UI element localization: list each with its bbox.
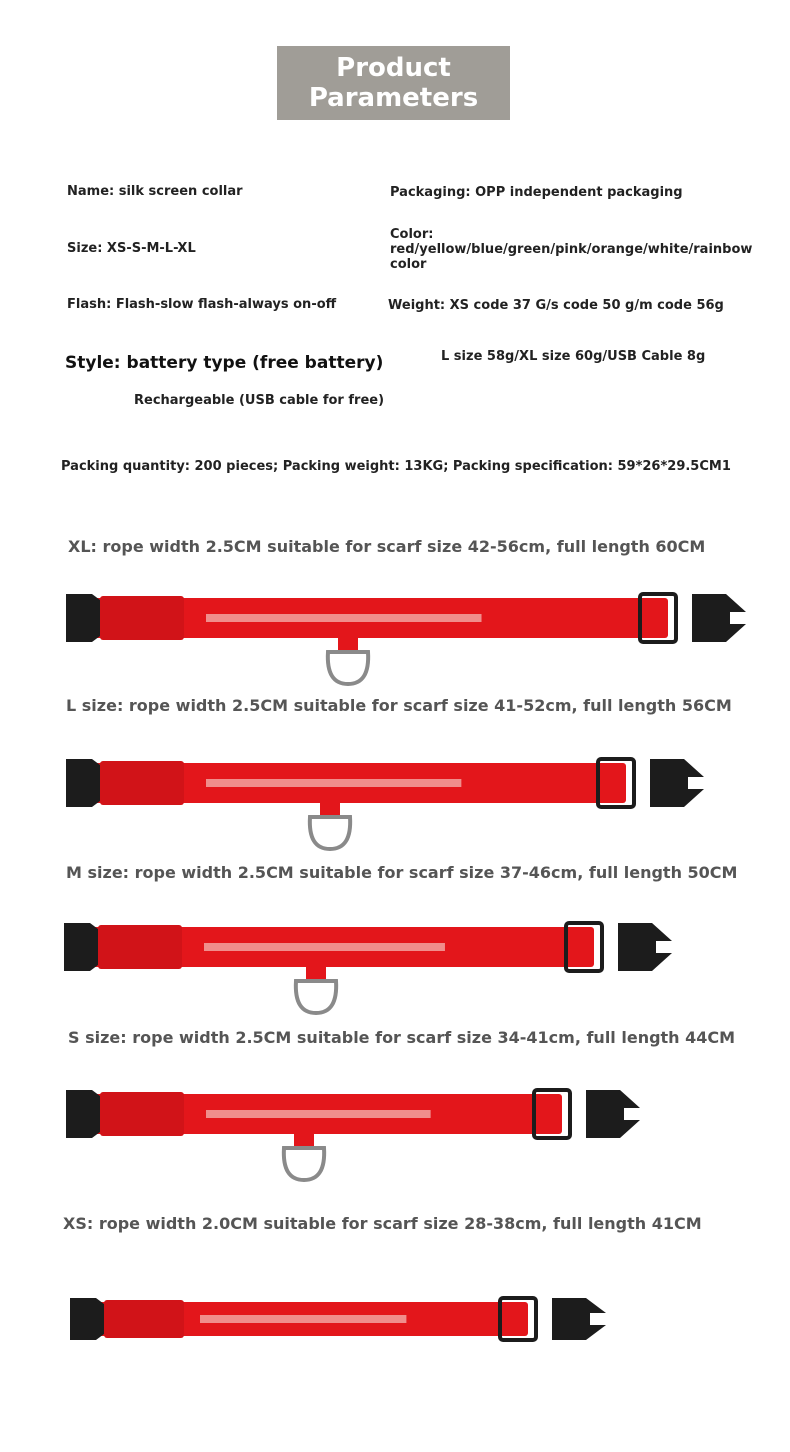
- param-style: Style: battery type (free battery): [65, 353, 384, 373]
- buckle-right: [552, 1298, 606, 1340]
- size-m-caption: M size: rope width 2.5CM suitable for scarf size 37-46cm, full length 50CM: [66, 863, 738, 882]
- size-xl-caption: XL: rope width 2.5CM suitable for scarf size 42-56cm, full length 60CM: [68, 537, 706, 556]
- led-strip: [200, 1315, 406, 1323]
- buckle-left: [66, 759, 100, 807]
- led-strip: [206, 614, 482, 622]
- d-ring: [284, 1148, 324, 1180]
- param-packing: Packing quantity: 200 pieces; Packing weight: 13KG; Packing specification: 59*26*29.5CM1: [61, 459, 731, 474]
- buckle-right: [618, 923, 672, 971]
- buckle-left: [66, 1090, 100, 1138]
- strap-fold: [104, 1300, 184, 1338]
- led-strip: [206, 1110, 431, 1118]
- buckle-left: [66, 594, 100, 642]
- buckle-left: [64, 923, 98, 971]
- strap-fold: [100, 1092, 184, 1136]
- collar-l-image: [66, 757, 708, 847]
- d-ring: [328, 652, 368, 684]
- product-parameters-banner: [277, 46, 510, 120]
- param-color-values: red/yellow/blue/green/pink/orange/white/rainbow: [390, 242, 753, 257]
- strap-fold: [100, 596, 184, 640]
- collar-s-image: [66, 1088, 644, 1178]
- param-packaging: Packaging: OPP independent packaging: [390, 185, 683, 200]
- led-strip: [204, 943, 445, 951]
- param-size: Size: XS-S-M-L-XL: [67, 241, 196, 256]
- param-color-suffix: color: [390, 257, 427, 272]
- size-l-caption: L size: rope width 2.5CM suitable for scarf size 41-52cm, full length 56CM: [66, 696, 732, 715]
- collar-m-image: [64, 921, 676, 1011]
- title-line-1: Product: [336, 53, 451, 83]
- param-rechargeable: Rechargeable (USB cable for free): [134, 393, 385, 408]
- buckle-left: [70, 1298, 104, 1340]
- param-weight-continued: L size 58g/XL size 60g/USB Cable 8g: [441, 349, 706, 364]
- strap-fold: [100, 761, 184, 805]
- collar-xl-image: [66, 592, 750, 682]
- buckle-right: [586, 1090, 640, 1138]
- d-ring: [296, 981, 336, 1013]
- param-weight: Weight: XS code 37 G/s code 50 g/m code 56g: [388, 298, 724, 313]
- buckle-right: [650, 759, 704, 807]
- title-line-2: Parameters: [308, 83, 479, 113]
- collar-xs-image: [70, 1296, 610, 1342]
- size-xs-caption: XS: rope width 2.0CM suitable for scarf size 28-38cm, full length 41CM: [63, 1214, 702, 1233]
- strap-fold: [98, 925, 182, 969]
- param-name: Name: silk screen collar: [67, 184, 243, 199]
- led-strip: [206, 779, 461, 787]
- size-s-caption: S size: rope width 2.5CM suitable for scarf size 34-41cm, full length 44CM: [68, 1028, 736, 1047]
- param-color: [390, 227, 753, 272]
- d-ring: [310, 817, 350, 849]
- param-flash: Flash: Flash-slow flash-always on-off: [67, 297, 337, 312]
- buckle-right: [692, 594, 746, 642]
- param-color-label: Color:: [390, 227, 434, 242]
